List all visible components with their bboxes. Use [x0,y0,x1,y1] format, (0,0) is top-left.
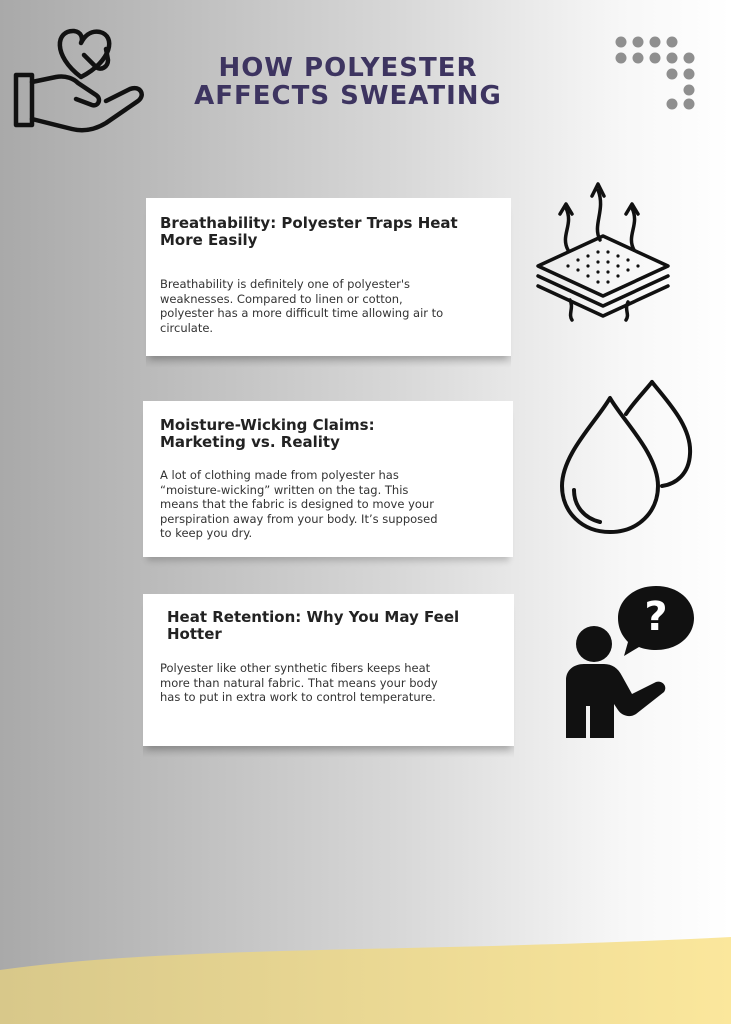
hand-heart-icon [12,25,150,140]
card-heat-retention [143,594,514,746]
card-breathability [146,198,511,356]
card-shadow [143,746,514,758]
card-body: Polyester like other synthetic fibers keeps heat more than natural fabric. That means your body has to put in extra work to control temperature. [160,661,438,704]
page-title [158,54,538,110]
water-drops-icon [556,378,696,538]
card-title: Moisture-Wicking Claims: Marketing vs. Reality [160,416,375,451]
card-shadow [146,356,511,368]
card-title: Breathability: Polyester Traps Heat More Easily [160,214,458,249]
person-question-icon [556,582,698,742]
breathable-fabric-icon [530,180,676,322]
card-body: A lot of clothing made from polyester has “moisture-wicking” written on the tag. This means that the fabric is designed to move your perspiration away from your body. It’s supposed to keep you dry. [160,468,438,540]
card-title: Heat Retention: Why You May Feel Hotter [167,608,460,643]
card-body: Breathability is definitely one of polyester's weaknesses. Compared to linen or cotton, polyester has a more difficult time allowing air to circulate. [160,277,444,335]
title-line-1: HOW POLYESTER [218,53,478,83]
footer-wave [0,925,731,1024]
svg-text:?: ? [644,594,668,640]
dot-pattern-icon [612,34,702,114]
card-moisture-wicking [143,401,513,557]
title-line-2: AFFECTS SWEATING [194,81,502,111]
